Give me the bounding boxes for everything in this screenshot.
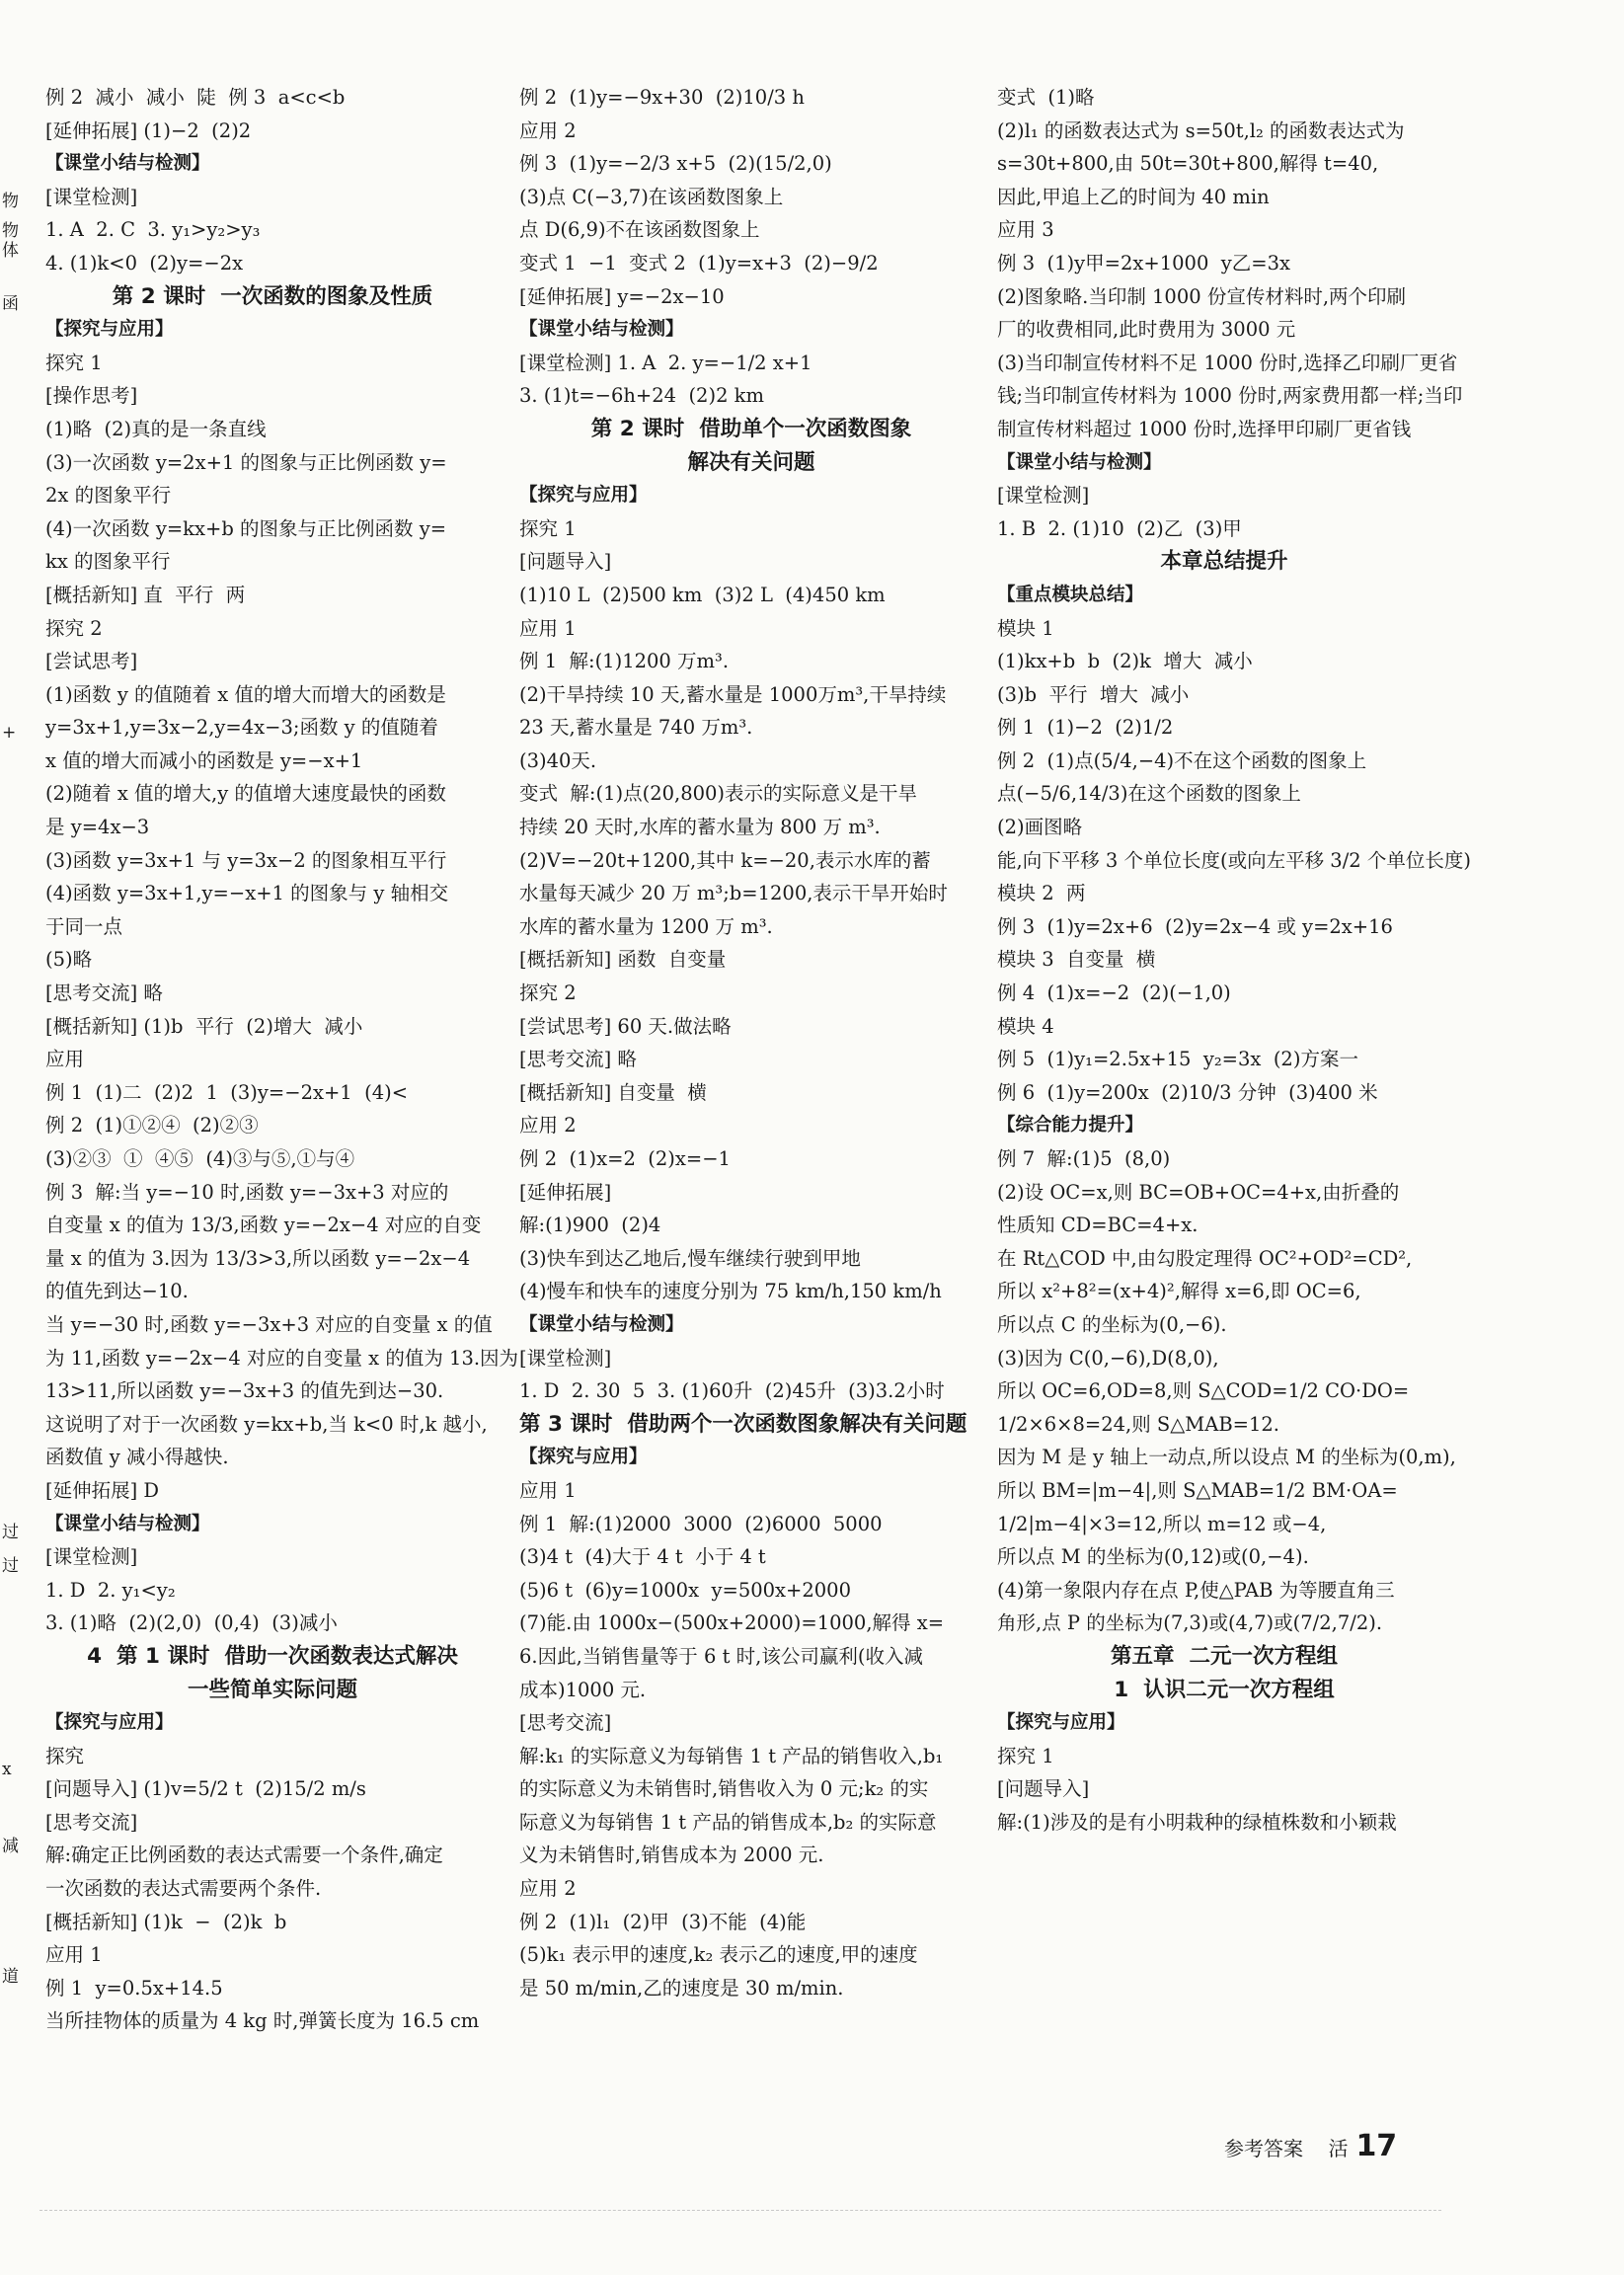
answer-line: 3. (1)t=−6h+24 (2)2 km	[519, 384, 764, 408]
answer-line: 能,向下平移 3 个单位长度(或向左平移 3/2 个单位长度)	[997, 848, 1471, 872]
answer-line: 探究 1	[45, 351, 103, 374]
answer-line: 例 1 解:(1)2000 3000 (2)6000 5000	[519, 1512, 883, 1535]
answer-line: 厂的收费相同,此时费用为 3000 元	[997, 318, 1296, 342]
answer-line: (2)随着 x 值的增大,y 的值增大速度最快的函数	[45, 782, 446, 806]
answer-line: 的实际意义为未销售时,销售收入为 0 元;k₂ 的实	[519, 1777, 929, 1801]
answer-line: [操作思考]	[45, 384, 138, 408]
edge-mark: 物	[2, 192, 19, 211]
answer-line: 所以 OC=6,OD=8,则 S△COD=1/2 CO·DO=	[997, 1379, 1410, 1403]
answer-line: (3)函数 y=3x+1 与 y=3x−2 的图象相互平行	[45, 848, 447, 872]
section-heading: 第 3 课时 借助两个一次函数图象解决有关问题	[519, 1411, 967, 1437]
answer-line: [课堂检测]	[997, 484, 1090, 508]
answer-line: (3)当印制宣传材料不足 1000 份时,选择乙印刷厂更省	[997, 351, 1458, 374]
answer-line: [课堂检测] 1. A 2. y=−1/2 x+1	[519, 351, 812, 374]
answer-line: (2)V=−20t+1200,其中 k=−20,表示水库的蓄	[519, 848, 931, 872]
answer-line: 例 7 解:(1)5 (8,0)	[997, 1147, 1171, 1170]
answer-line: 1. D 2. 30 5 3. (1)60升 (2)45升 (3)3.2小时	[519, 1379, 945, 1403]
answer-line: 解:(1)涉及的是有小明栽种的绿植株数和小颖栽	[997, 1810, 1397, 1834]
answer-line: 变式 (1)略	[997, 86, 1095, 109]
edge-mark: 过	[2, 1556, 19, 1576]
answer-line: 角形,点 P 的坐标为(7,3)或(4,7)或(7/2,7/2).	[997, 1611, 1383, 1635]
footer-label: 参考答案	[1224, 2137, 1303, 2160]
answer-line: 例 2 (1)点(5/4,−4)不在这个函数的图象上	[997, 748, 1367, 772]
answer-line: (4)函数 y=3x+1,y=−x+1 的图象与 y 轴相交	[45, 882, 449, 905]
answer-line: (2)l₁ 的函数表达式为 s=50t,l₂ 的函数表达式为	[997, 118, 1405, 142]
answer-line: 例 2 (1)y=−9x+30 (2)10/3 h	[519, 86, 805, 109]
edge-mark: x	[2, 1760, 12, 1779]
section-heading: 本章总结提升	[1160, 549, 1288, 575]
answer-line: [尝试思考]	[45, 650, 138, 673]
answer-line: [延伸拓展] (1)−2 (2)2	[45, 118, 252, 142]
answer-line: 自变量 x 的值为 13/3,函数 y=−2x−4 对应的自变	[45, 1214, 482, 1237]
answer-line: kx 的图象平行	[45, 550, 171, 574]
section-label: 【探究与应用】	[519, 1447, 648, 1468]
section-heading: 第五章 二元一次方程组	[1111, 1643, 1338, 1669]
answer-line: (5)略	[45, 948, 93, 972]
answer-line: 量 x 的值为 3.因为 13/3>3,所以函数 y=−2x−4	[45, 1246, 471, 1270]
section-heading: 4 第 1 课时 借助一次函数表达式解决	[87, 1643, 458, 1669]
answer-line: (4)第一象限内存在点 P,使△PAB 为等腰直角三	[997, 1578, 1395, 1602]
answer-line: (1)函数 y 的值随着 x 值的增大而增大的函数是	[45, 682, 446, 706]
section-label: 【课堂小结与检测】	[45, 1513, 210, 1534]
answer-line: [概括新知] (1)k − (2)k b	[45, 1910, 287, 1933]
answer-line: x 值的增大而减小的函数是 y=−x+1	[45, 748, 363, 772]
answer-line: 持续 20 天时,水库的蓄水量为 800 万 m³.	[519, 816, 881, 839]
answer-line: 例 3 解:当 y=−10 时,函数 y=−3x+3 对应的	[45, 1180, 449, 1204]
answer-line: 解:(1)900 (2)4	[519, 1214, 661, 1237]
answer-line: 13>11,所以函数 y=−3x+3 的值先到达−30.	[45, 1379, 444, 1403]
answer-line: 为 11,函数 y=−2x−4 对应的自变量 x 的值为 13.因为	[45, 1346, 519, 1370]
answer-column-right	[997, 81, 1471, 1839]
answer-line: [思考交流]	[519, 1711, 612, 1735]
answer-line: 例 3 (1)y=2x+6 (2)y=2x−4 或 y=2x+16	[997, 914, 1393, 938]
section-label: 【课堂小结与检测】	[997, 451, 1162, 473]
answer-line: 探究 2	[519, 981, 577, 1005]
answer-line: 应用 2	[519, 1877, 577, 1901]
answer-line: 所以 x²+8²=(x+4)²,解得 x=6,即 OC=6,	[997, 1280, 1361, 1303]
answer-line: (3)4 t (4)大于 4 t 小于 4 t	[519, 1545, 766, 1569]
answer-line: 1/2|m−4|×3=12,所以 m=12 或−4,	[997, 1512, 1327, 1535]
answer-line: 例 1 解:(1)1200 万m³.	[519, 650, 730, 673]
answer-line: [延伸拓展]	[519, 1180, 612, 1204]
answer-line: 应用 3	[997, 218, 1054, 242]
answer-line: 模块 3 自变量 横	[997, 948, 1156, 972]
section-heading: 第 2 课时 一次函数的图象及性质	[112, 283, 433, 309]
answer-line: 例 1 (1)二 (2)2 1 (3)y=−2x+1 (4)<	[45, 1080, 409, 1104]
footer-book-mark: 活	[1328, 2137, 1349, 2160]
answer-line: 例 2 (1)①②④ (2)②③	[45, 1114, 259, 1138]
answer-line: 当 y=−30 时,函数 y=−3x+3 对应的自变量 x 的值	[45, 1312, 493, 1336]
answer-line: 函数值 y 减小得越快.	[45, 1446, 229, 1469]
edge-mark: 物体	[2, 221, 19, 262]
answer-line: [课堂检测]	[45, 1545, 138, 1569]
answer-line: [延伸拓展] D	[45, 1478, 160, 1502]
answer-line: 是 50 m/min,乙的速度是 30 m/min.	[519, 1976, 844, 2000]
answer-line: [问题导入]	[519, 550, 612, 574]
answer-line: 模块 1	[997, 616, 1054, 640]
answer-line: 点(−5/6,14/3)在这个函数的图象上	[997, 782, 1301, 806]
section-label: 【课堂小结与检测】	[519, 319, 684, 341]
answer-line: 应用 1	[519, 1478, 577, 1502]
answer-line: [概括新知] 直 平行 两	[45, 583, 246, 606]
answer-line: 探究 1	[519, 516, 577, 540]
answer-line: [课堂检测]	[45, 185, 138, 208]
answer-line: 探究 2	[45, 616, 103, 640]
answer-line: 例 1 (1)−2 (2)1/2	[997, 716, 1174, 740]
answer-line: [概括新知] 函数 自变量	[519, 948, 727, 972]
answer-line: 应用 1	[45, 1943, 103, 1967]
answer-line: (4)一次函数 y=kx+b 的图象与正比例函数 y=	[45, 516, 447, 540]
answer-line: 3. (1)略 (2)(2,0) (0,4) (3)减小	[45, 1611, 338, 1635]
answer-line: 应用 2	[519, 118, 577, 142]
section-label: 【课堂小结与检测】	[45, 153, 210, 175]
answer-line: 应用	[45, 1048, 85, 1071]
edge-mark: 道	[2, 1967, 19, 1987]
section-label: 【探究与应用】	[45, 319, 174, 341]
answer-line: 的值先到达−10.	[45, 1280, 189, 1303]
bottom-rule	[39, 2210, 1441, 2212]
answer-line: 际意义为每销售 1 t 产品的销售成本,b₂ 的实际意	[519, 1810, 937, 1834]
answer-line: 应用 1	[519, 616, 577, 640]
answer-line: (4)慢车和快车的速度分别为 75 km/h,150 km/h	[519, 1280, 942, 1303]
section-label: 【重点模块总结】	[997, 584, 1144, 605]
left-edge-fragments	[0, 178, 34, 1987]
answer-line: (5)k₁ 表示甲的速度,k₂ 表示乙的速度,甲的速度	[519, 1943, 918, 1967]
answer-line: 于同一点	[45, 914, 123, 938]
answer-line: [延伸拓展] y=−2x−10	[519, 284, 725, 308]
answer-line: 性质知 CD=BC=4+x.	[997, 1214, 1199, 1237]
answer-line: (1)略 (2)真的是一条直线	[45, 417, 267, 440]
answer-line: (3)40天.	[519, 748, 597, 772]
answer-line: 例 2 (1)l₁ (2)甲 (3)不能 (4)能	[519, 1910, 807, 1933]
answer-line: (3)一次函数 y=2x+1 的图象与正比例函数 y=	[45, 450, 447, 474]
answer-line: (2)设 OC=x,则 BC=OB+OC=4+x,由折叠的	[997, 1180, 1400, 1204]
answer-line: 探究 1	[997, 1744, 1054, 1767]
answer-line: 解:确定正比例函数的表达式需要一个条件,确定	[45, 1844, 443, 1867]
answer-line: 例 6 (1)y=200x (2)10/3 分钟 (3)400 米	[997, 1080, 1378, 1104]
answer-line: 在 Rt△COD 中,由勾股定理得 OC²+OD²=CD²,	[997, 1246, 1413, 1270]
answer-line: [思考交流]	[45, 1810, 138, 1834]
answer-line: y=3x+1,y=3x−2,y=4x−3;函数 y 的值随着	[45, 716, 438, 740]
answer-line: 成本)1000 元.	[519, 1678, 647, 1701]
answer-line: 4. (1)k<0 (2)y=−2x	[45, 251, 244, 275]
answer-line: [概括新知] 自变量 横	[519, 1080, 707, 1104]
answer-line: (1)10 L (2)500 km (3)2 L (4)450 km	[519, 583, 886, 606]
edge-mark: 过	[2, 1523, 19, 1542]
page-footer	[1224, 2129, 1397, 2163]
answer-line: 所以点 M 的坐标为(0,12)或(0,−4).	[997, 1545, 1309, 1569]
answer-line: 例 2 减小 减小 陡 例 3 a<c<b	[45, 86, 346, 109]
answer-line: 应用 2	[519, 1114, 577, 1138]
section-label: 【探究与应用】	[45, 1712, 174, 1734]
answer-line: [尝试思考] 60 天.做法略	[519, 1014, 732, 1038]
answer-line: 1. B 2. (1)10 (2)乙 (3)甲	[997, 516, 1242, 540]
section-heading: 解决有关问题	[687, 449, 815, 475]
answer-line: 例 2 (1)x=2 (2)x=−1	[519, 1147, 731, 1170]
answer-line: 一次函数的表达式需要两个条件.	[45, 1877, 322, 1901]
section-label: 【探究与应用】	[997, 1712, 1125, 1734]
section-heading: 第 2 课时 借助单个一次函数图象	[590, 416, 912, 441]
edge-mark: 函	[2, 294, 19, 314]
answer-line: 2x 的图象平行	[45, 484, 172, 508]
answer-line: 1. D 2. y₁<y₂	[45, 1578, 176, 1602]
answer-line: (5)6 t (6)y=1000x y=500x+2000	[519, 1578, 851, 1602]
answer-column-middle	[519, 81, 983, 2004]
answer-line: [思考交流] 略	[519, 1048, 637, 1071]
answer-line: 因为 M 是 y 轴上一动点,所以设点 M 的坐标为(0,m),	[997, 1446, 1456, 1469]
answer-line: 6.因此,当销售量等于 6 t 时,该公司赢利(收入减	[519, 1644, 923, 1668]
answer-column-left	[45, 81, 519, 2038]
answer-line: 模块 2 两	[997, 882, 1086, 905]
answer-line: 变式 1 −1 变式 2 (1)y=x+3 (2)−9/2	[519, 251, 879, 275]
answer-line: (2)画图略	[997, 816, 1083, 839]
page-number: 17	[1355, 2129, 1398, 2163]
answer-line: 解:k₁ 的实际意义为每销售 1 t 产品的销售收入,b₁	[519, 1744, 944, 1767]
answer-line: [问题导入]	[997, 1777, 1090, 1801]
answer-line: 例 4 (1)x=−2 (2)(−1,0)	[997, 981, 1231, 1005]
answer-line: (7)能.由 1000x−(500x+2000)=1000,解得 x=	[519, 1611, 945, 1635]
answer-line: 义为未销售时,销售成本为 2000 元.	[519, 1844, 824, 1867]
answer-line: (1)kx+b b (2)k 增大 减小	[997, 650, 1253, 673]
answer-line: 钱;当印制宣传材料为 1000 份时,两家费用都一样;当印	[997, 384, 1463, 408]
answer-line: 点 D(6,9)不在该函数图象上	[519, 218, 760, 242]
answer-line: [课堂检测]	[519, 1346, 612, 1370]
answer-line: 例 5 (1)y₁=2.5x+15 y₂=3x (2)方案一	[997, 1048, 1358, 1071]
answer-line: [思考交流] 略	[45, 981, 163, 1005]
answer-line: (3)快车到达乙地后,慢车继续行驶到甲地	[519, 1246, 861, 1270]
answer-line: [概括新知] (1)b 平行 (2)增大 减小	[45, 1014, 363, 1038]
answer-line: (3)b 平行 增大 减小	[997, 682, 1190, 706]
section-heading: 1 认识二元一次方程组	[1114, 1677, 1335, 1702]
answer-line: 水库的蓄水量为 1200 万 m³.	[519, 914, 773, 938]
answer-line: 探究	[45, 1744, 85, 1767]
answer-line: 例 1 y=0.5x+14.5	[45, 1976, 223, 2000]
answer-line: 这说明了对于一次函数 y=kx+b,当 k<0 时,k 越小,	[45, 1412, 488, 1436]
section-label: 【探究与应用】	[519, 485, 648, 507]
answer-line: 所以点 C 的坐标为(0,−6).	[997, 1312, 1227, 1336]
answer-line: (2)干旱持续 10 天,蓄水量是 1000万m³,干旱持续	[519, 682, 947, 706]
answer-line: (3)点 C(−3,7)在该函数图象上	[519, 185, 784, 208]
answer-line: (2)图象略.当印制 1000 份宣传材料时,两个印刷	[997, 284, 1407, 308]
answer-line: 是 y=4x−3	[45, 816, 150, 839]
answer-line: 23 天,蓄水量是 740 万m³.	[519, 716, 753, 740]
section-heading: 一些简单实际问题	[187, 1677, 357, 1702]
edge-mark: +	[2, 723, 17, 743]
answer-line: 1. A 2. C 3. y₁>y₂>y₃	[45, 218, 261, 242]
answer-line: 例 3 (1)y=−2/3 x+5 (2)(15/2,0)	[519, 152, 832, 176]
section-label: 【综合能力提升】	[997, 1115, 1144, 1137]
answer-line: 制宣传材料超过 1000 份时,选择甲印刷厂更省钱	[997, 417, 1412, 440]
answer-line: (3)因为 C(0,−6),D(8,0),	[997, 1346, 1219, 1370]
edge-mark: 减	[2, 1837, 19, 1856]
section-label: 【课堂小结与检测】	[519, 1313, 684, 1335]
answer-line: 水量每天减少 20 万 m³;b=1200,表示干旱开始时	[519, 882, 948, 905]
answer-line: 因此,甲追上乙的时间为 40 min	[997, 185, 1270, 208]
answer-line: (3)②③ ① ④⑤ (4)③与⑤,①与④	[45, 1147, 355, 1170]
answer-line: 变式 解:(1)点(20,800)表示的实际意义是干旱	[519, 782, 918, 806]
answer-line: 例 3 (1)y甲=2x+1000 y乙=3x	[997, 251, 1291, 275]
answer-line: 当所挂物体的质量为 4 kg 时,弹簧长度为 16.5 cm	[45, 2009, 480, 2033]
answer-line: 1/2×6×8=24,则 S△MAB=12.	[997, 1412, 1280, 1436]
answer-line: s=30t+800,由 50t=30t+800,解得 t=40,	[997, 152, 1379, 176]
answer-line: [问题导入] (1)v=5/2 t (2)15/2 m/s	[45, 1777, 366, 1801]
answer-line: 模块 4	[997, 1014, 1054, 1038]
answer-line: 所以 BM=|m−4|,则 S△MAB=1/2 BM·OA=	[997, 1478, 1398, 1502]
